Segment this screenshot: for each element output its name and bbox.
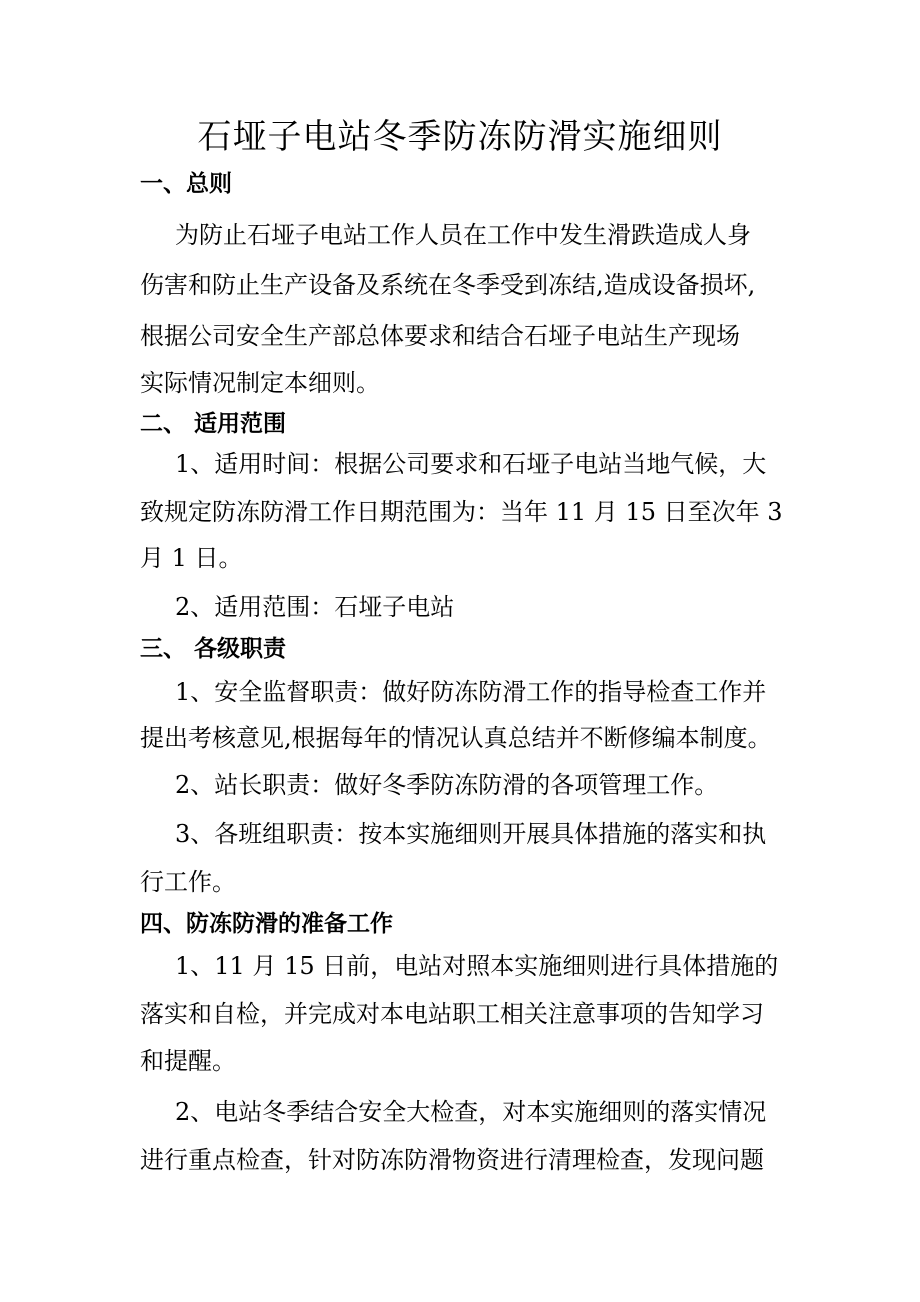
paragraph-line: 实际情况制定本细则。: [140, 369, 380, 397]
paragraph-line: 伤害和防止生产设备及系统在冬季受到冻结,造成设备损坏,: [140, 271, 756, 299]
paragraph-line: 1、11 月 15 日前，电站对照本实施细则进行具体措施的: [175, 952, 779, 980]
paragraph-line: 根据公司安全生产部总体要求和结合石垭子电站生产现场: [140, 322, 740, 350]
paragraph-line: 1、安全监督职责：做好防冻防滑工作的指导检查工作并: [175, 678, 767, 706]
paragraph-line: 2、电站冬季结合安全大检查，对本实施细则的落实情况: [175, 1098, 767, 1126]
section-heading-responsibilities: 三、 各级职责: [140, 636, 287, 662]
section-heading-scope: 二、 适用范围: [140, 411, 287, 437]
paragraph-line: 和提醒。: [140, 1047, 236, 1075]
paragraph-line: 月 1 日。: [140, 544, 243, 572]
paragraph-line: 致规定防冻防滑工作日期范围为：当年 11 月 15 日至次年 3: [140, 498, 783, 526]
section-heading-general: 一、总则: [140, 171, 232, 197]
paragraph-line: 行工作。: [140, 868, 236, 896]
paragraph-line: 提出考核意见,根据每年的情况认真总结并不断修编本制度。: [140, 724, 772, 752]
paragraph-line: 落实和自检，并完成对本电站职工相关注意事项的告知学习: [140, 1000, 764, 1028]
section-heading-preparation: 四、防冻防滑的准备工作: [140, 911, 393, 937]
paragraph-line: 1、适用时间：根据公司要求和石垭子电站当地气候，大: [175, 450, 767, 478]
document-title: 石垭子电站冬季防冻防滑实施细则: [197, 117, 723, 157]
paragraph-line: 3、各班组职责：按本实施细则开展具体措施的落实和执: [175, 820, 767, 848]
paragraph-line: 2、站长职责：做好冬季防冻防滑的各项管理工作。: [175, 771, 719, 799]
paragraph-line: 2、适用范围：石垭子电站: [175, 593, 455, 621]
paragraph-line: 为防止石垭子电站工作人员在工作中发生滑跌造成人身: [175, 221, 751, 249]
paragraph-line: 进行重点检查，针对防冻防滑物资进行清理检查，发现问题: [140, 1146, 764, 1174]
